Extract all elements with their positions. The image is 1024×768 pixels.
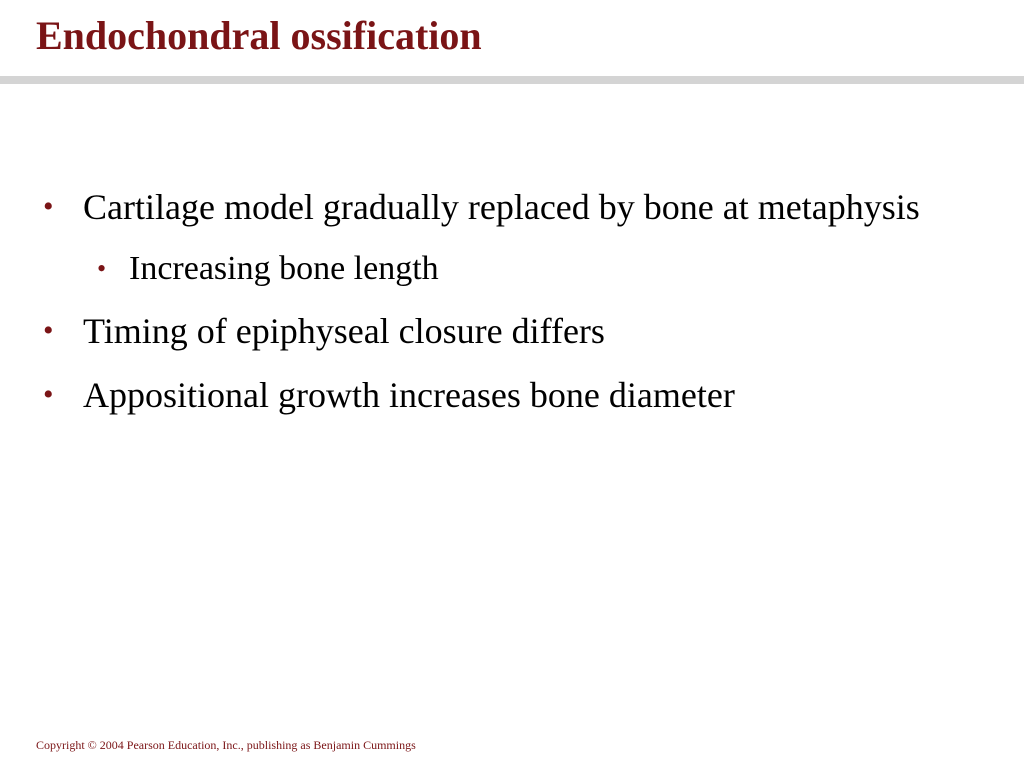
bullet-icon: • <box>43 314 54 347</box>
bullet-text: Cartilage model gradually replaced by bone at metaphysis <box>83 187 920 227</box>
bullet-item <box>0 310 1024 352</box>
bullet-text: Increasing bone length <box>129 250 439 287</box>
bullet-icon: • <box>97 254 107 283</box>
bullet-icon: • <box>43 378 54 411</box>
bullet-item <box>0 374 1024 416</box>
bullet-list <box>0 186 1024 438</box>
sub-bullet-item <box>0 248 1024 290</box>
copyright-footer: Copyright © 2004 Pearson Education, Inc., publishing as Benjamin Cummings <box>36 738 416 752</box>
slide-title: Endochondral ossification <box>36 13 482 58</box>
bullet-item <box>0 186 1024 228</box>
bullet-text: Appositional growth increases bone diameter <box>83 375 735 415</box>
title-divider <box>0 76 1024 84</box>
bullet-icon: • <box>43 190 54 223</box>
bullet-text: Timing of epiphyseal closure differs <box>83 311 605 351</box>
